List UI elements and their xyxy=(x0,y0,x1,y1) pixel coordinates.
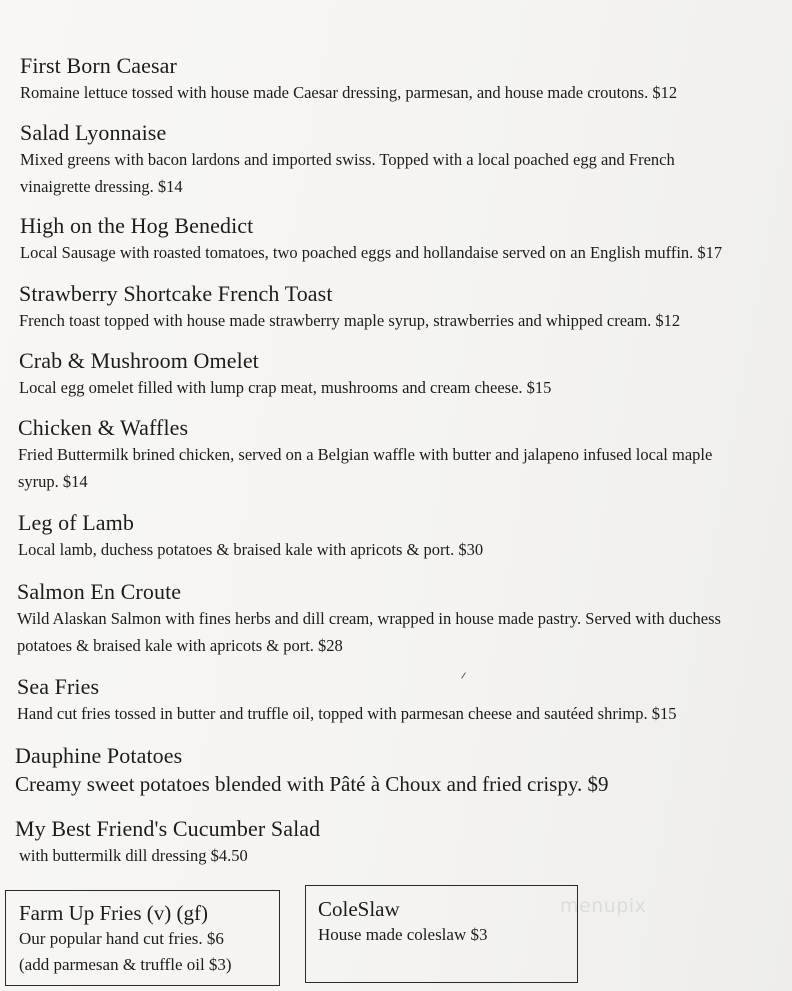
side-item-name: ColeSlaw xyxy=(318,897,400,921)
menu-item xyxy=(18,510,483,563)
side-box-farm-up-fries xyxy=(5,890,280,986)
side-item-description: (add parmesan & truffle oil $3) xyxy=(19,955,232,974)
menu-item xyxy=(18,415,712,495)
menu-item-name: Leg of Lamb xyxy=(18,510,134,535)
menu-item-description: Hand cut fries tossed in butter and truffle oil, topped with parmesan cheese and sautéed shrimp. $15 xyxy=(17,704,677,723)
menu-item-name: Salmon En Croute xyxy=(17,579,182,604)
menu-item-description: potatoes & braised kale with apricots & port. $28 xyxy=(17,636,343,655)
menu-item-description: Local egg omelet filled with lump crap meat, mushrooms and cream cheese. $15 xyxy=(19,378,552,397)
menu-item-description: Local Sausage with roasted tomatoes, two poached eggs and hollandaise served on an English muffin. $17 xyxy=(20,243,723,262)
menu-item-description: with buttermilk dill dressing $4.50 xyxy=(19,846,248,865)
menu-item-description: Fried Buttermilk brined chicken, served on a Belgian waffle with butter and jalapeno infused local maple xyxy=(18,445,713,464)
menu-item-name: Strawberry Shortcake French Toast xyxy=(19,281,333,306)
menu-item xyxy=(20,53,677,106)
menu-item-description: Local lamb, duchess potatoes & braised kale with apricots & port. $30 xyxy=(18,540,484,559)
side-item-description: House made coleslaw $3 xyxy=(318,925,488,944)
menu-item-description: Creamy sweet potatoes blended with Pâté à Choux and fried crispy. $9 xyxy=(15,772,609,796)
menu-item-name: Dauphine Potatoes xyxy=(15,743,183,768)
menu-item xyxy=(20,213,722,266)
menu-item-name: Chicken & Waffles xyxy=(18,415,189,440)
side-box-coleslaw xyxy=(305,885,578,983)
menu-item-description: Wild Alaskan Salmon with fines herbs and dill cream, wrapped in house made pastry. Served with duchess xyxy=(17,609,721,628)
side-item-name: Farm Up Fries (v) (gf) xyxy=(19,901,208,925)
menu-item-description: French toast topped with house made strawberry maple syrup, strawberries and whipped cream. $12 xyxy=(19,311,681,330)
menu-item xyxy=(15,816,320,869)
menu-item-name: Sea Fries xyxy=(17,674,100,699)
menu-item-description: vinaigrette dressing. $14 xyxy=(20,177,183,196)
menu-item-description: syrup. $14 xyxy=(18,472,88,491)
menu-item-name: Crab & Mushroom Omelet xyxy=(19,348,259,373)
menu-item xyxy=(19,281,680,334)
menu-item xyxy=(15,743,609,799)
menu-item xyxy=(17,674,677,727)
menu-item-name: My Best Friend's Cucumber Salad xyxy=(15,816,321,841)
menu-item xyxy=(17,579,721,659)
menu-item-name: High on the Hog Benedict xyxy=(20,213,254,238)
menu-item xyxy=(19,348,551,401)
side-item-description: Our popular hand cut fries. $6 xyxy=(19,929,224,948)
menu-item-description: Mixed greens with bacon lardons and imported swiss. Topped with a local poached egg and French xyxy=(20,150,675,169)
watermark: menupix xyxy=(560,895,647,917)
menu-item-name: Salad Lyonnaise xyxy=(20,120,167,145)
menu-item-name: First Born Caesar xyxy=(20,53,177,78)
menu-item xyxy=(20,120,675,200)
menu-item-description: Romaine lettuce tossed with house made Caesar dressing, parmesan, and house made croutons. $12 xyxy=(20,83,678,102)
